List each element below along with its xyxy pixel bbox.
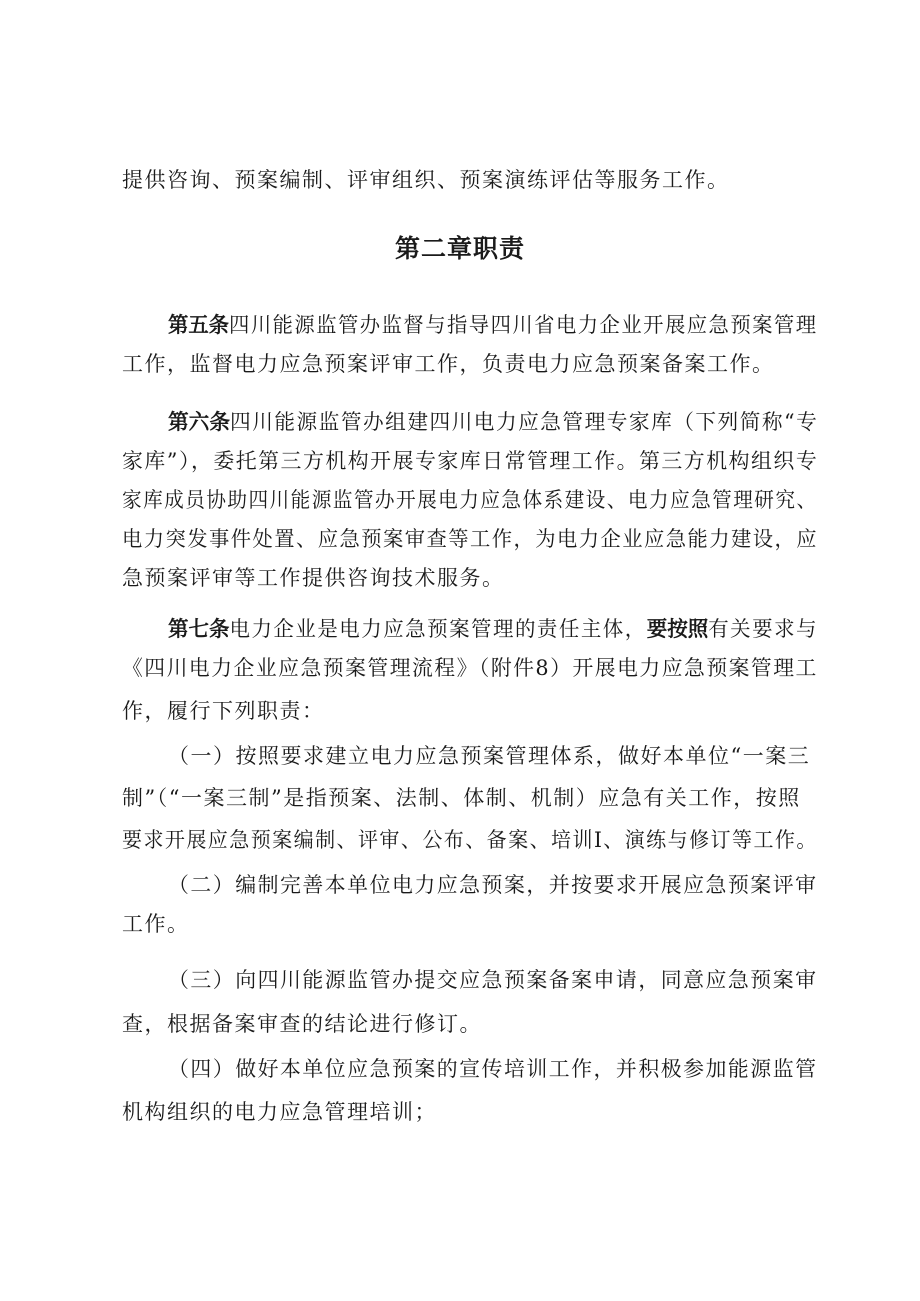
article-5-label: 第五条 — [168, 312, 230, 337]
item-3-line-2: 查，根据备案审查的结论进行修订。 — [122, 1012, 482, 1036]
article-7-line-2: 《四川电力企业应急预案管理流程》（附件8）开展电力应急预案管理工 — [122, 656, 818, 680]
article-6-line-1 — [168, 408, 818, 436]
article-6-line-3: 家库成员协助四川能源监管办开展电力应急体系建设、电力应急管理研究、 — [122, 488, 818, 512]
item-3-line-1: （三）向四川能源监管办提交应急预案备案申请，同意应急预案审 — [168, 968, 818, 992]
item-4-line-2: 机构组织的电力应急管理培训； — [122, 1100, 437, 1124]
item-2-line-2: 工作。 — [122, 912, 190, 936]
article-5-line-2: 工作，监督电力应急预案评审工作，负责电力应急预案备案工作。 — [122, 352, 775, 376]
article-5-line-1 — [168, 311, 818, 339]
item-4-line-1: （四）做好本单位应急预案的宣传培训工作，并积极参加能源监管 — [168, 1057, 818, 1081]
article-6-line-2: 家库”），委托第三方机构开展专家库日常管理工作。第三方机构组织专 — [122, 449, 819, 473]
article-7-bold-phrase: 要按照 — [646, 616, 709, 641]
continuation-line: 提供咨询、预案编制、评审组织、预案演练评估等服务工作。 — [122, 168, 730, 192]
article-7-line-3: 作，履行下列职责： — [122, 699, 325, 723]
article-6-label: 第六条 — [168, 409, 231, 434]
article-7-text-a: 电力企业是电力应急预案管理的责任主体， — [229, 617, 647, 641]
item-2-line-1: （二）编制完善本单位电力应急预案，并按要求开展应急预案评审 — [168, 873, 818, 897]
article-7-line-1 — [168, 615, 818, 643]
article-7-label: 第七条 — [168, 616, 230, 641]
article-5-text: 四川能源监管办监督与指导四川省电力企业开展应急预案管理 — [229, 313, 818, 337]
article-6-line-5: 急预案评审等工作提供咨询技术服务。 — [122, 566, 505, 590]
item-1-line-2: 制”（“一案三制”是指预案、法制、体制、机制）应急有关工作，按照 — [122, 786, 801, 810]
article-6-line-4: 电力突发事件处置、应急预案审查等工作，为电力企业应急能力建设，应 — [122, 527, 818, 551]
article-7-text-b: 有关要求与 — [708, 617, 818, 641]
item-1-line-1: （一）按照要求建立电力应急预案管理体系，做好本单位“一案三 — [168, 744, 811, 768]
item-1-line-3: 要求开展应急预案编制、评审、公布、备案、培训I、演练与修订等工作。 — [122, 828, 818, 852]
chapter-title: 第二章职责 — [394, 234, 525, 263]
article-6-text: 四川能源监管办组建四川电力应急管理专家库（下列简称“专 — [230, 410, 819, 434]
